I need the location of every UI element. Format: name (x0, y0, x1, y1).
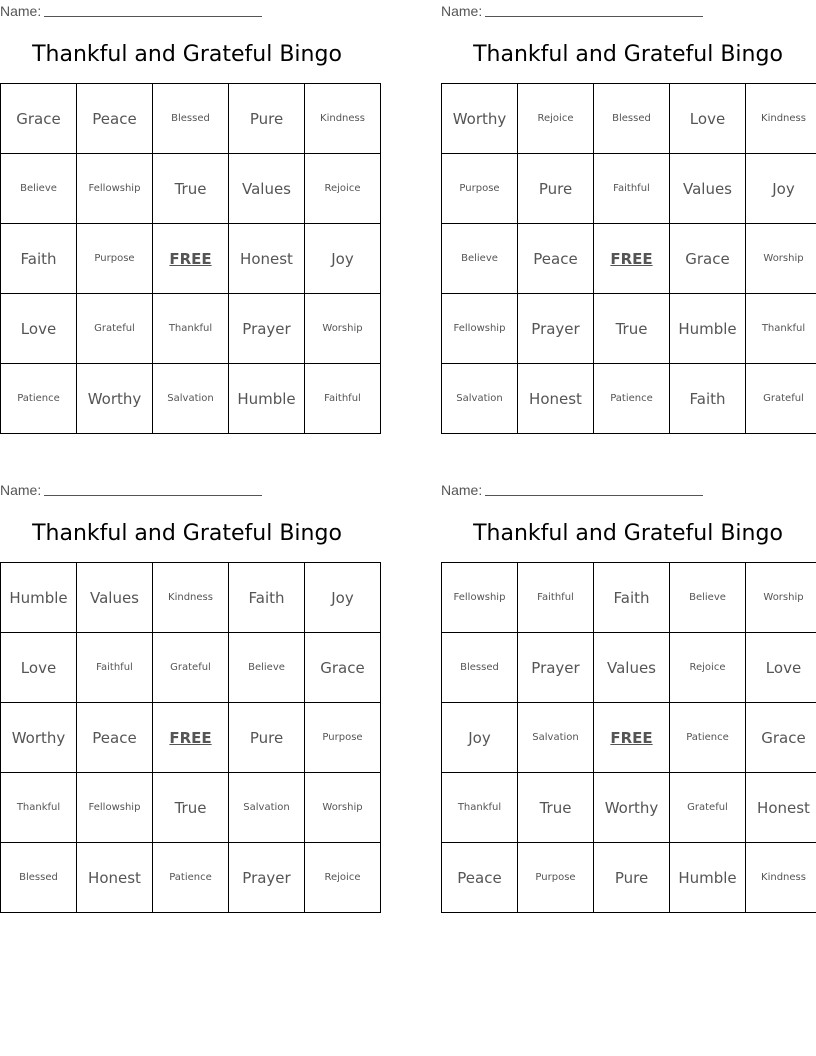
bingo-cell[interactable]: True (153, 773, 229, 843)
bingo-row (442, 84, 816, 154)
bingo-cell[interactable]: Grateful (77, 294, 153, 364)
bingo-cell[interactable]: Kindness (746, 843, 816, 913)
name-line (0, 482, 262, 498)
bingo-cell[interactable]: Prayer (229, 294, 305, 364)
bingo-cell[interactable]: Faith (670, 364, 746, 434)
bingo-cell[interactable]: Humble (1, 563, 77, 633)
bingo-cell[interactable]: Joy (305, 224, 381, 294)
name-line (441, 3, 703, 19)
bingo-cell[interactable]: Honest (77, 843, 153, 913)
bingo-cell[interactable]: Values (594, 633, 670, 703)
bingo-cell[interactable]: Kindness (153, 563, 229, 633)
bingo-cell[interactable]: Fellowship (77, 773, 153, 843)
bingo-cell[interactable]: Salvation (518, 703, 594, 773)
free-space[interactable]: FREE (594, 224, 670, 294)
bingo-cell[interactable]: Honest (746, 773, 816, 843)
bingo-grid (441, 83, 816, 434)
bingo-cell[interactable]: Salvation (442, 364, 518, 434)
bingo-cell[interactable]: Grateful (670, 773, 746, 843)
bingo-row (1, 563, 381, 633)
bingo-row (1, 633, 381, 703)
bingo-cell[interactable]: Believe (670, 563, 746, 633)
bingo-cell[interactable]: Blessed (442, 633, 518, 703)
bingo-cell[interactable]: Joy (442, 703, 518, 773)
card-title: Thankful and Grateful Bingo (473, 42, 783, 67)
bingo-row (1, 84, 381, 154)
name-blank[interactable] (44, 482, 262, 496)
bingo-cell[interactable]: Patience (153, 843, 229, 913)
bingo-cell[interactable]: Purpose (442, 154, 518, 224)
bingo-cell[interactable]: Thankful (746, 294, 816, 364)
bingo-cell[interactable]: Worthy (594, 773, 670, 843)
bingo-row (442, 843, 816, 913)
bingo-cell[interactable]: Pure (229, 84, 305, 154)
bingo-cell[interactable]: Love (1, 633, 77, 703)
bingo-row (1, 364, 381, 434)
bingo-row (1, 773, 381, 843)
bingo-cell[interactable]: Patience (670, 703, 746, 773)
bingo-row (442, 364, 816, 434)
bingo-cell[interactable]: Kindness (305, 84, 381, 154)
bingo-cell[interactable]: Fellowship (442, 563, 518, 633)
bingo-cell[interactable]: Love (1, 294, 77, 364)
bingo-cell[interactable]: Faithful (305, 364, 381, 434)
bingo-cell[interactable]: Salvation (153, 364, 229, 434)
bingo-cell[interactable]: Faithful (77, 633, 153, 703)
bingo-cell[interactable]: Faith (229, 563, 305, 633)
bingo-cell[interactable]: Grace (1, 84, 77, 154)
bingo-cell[interactable]: Grateful (153, 633, 229, 703)
bingo-cell[interactable]: Purpose (305, 703, 381, 773)
bingo-cell[interactable]: Worship (746, 224, 816, 294)
bingo-cell[interactable]: Worthy (77, 364, 153, 434)
name-blank[interactable] (485, 482, 703, 496)
bingo-cell[interactable]: Believe (1, 154, 77, 224)
bingo-cell[interactable]: Pure (518, 154, 594, 224)
bingo-cell[interactable]: Believe (442, 224, 518, 294)
bingo-row (442, 224, 816, 294)
bingo-cell[interactable]: Humble (229, 364, 305, 434)
bingo-cell[interactable]: Worship (746, 563, 816, 633)
bingo-cell[interactable]: Believe (229, 633, 305, 703)
bingo-row (1, 294, 381, 364)
card-title: Thankful and Grateful Bingo (32, 42, 342, 67)
bingo-cell[interactable]: Prayer (518, 294, 594, 364)
bingo-cell[interactable]: Joy (305, 563, 381, 633)
bingo-cell[interactable]: Pure (594, 843, 670, 913)
name-label: Name: (441, 3, 483, 19)
name-label: Name: (441, 482, 483, 498)
bingo-cell[interactable]: Blessed (594, 84, 670, 154)
bingo-row (442, 703, 816, 773)
bingo-cell[interactable]: Grace (305, 633, 381, 703)
bingo-cell[interactable]: Pure (229, 703, 305, 773)
bingo-cell[interactable]: Joy (746, 154, 816, 224)
bingo-cell[interactable]: Humble (670, 294, 746, 364)
bingo-cell[interactable]: Blessed (1, 843, 77, 913)
bingo-cell[interactable]: Thankful (153, 294, 229, 364)
bingo-cell[interactable]: Patience (594, 364, 670, 434)
name-blank[interactable] (44, 3, 262, 17)
bingo-cell[interactable]: Kindness (746, 84, 816, 154)
bingo-cell[interactable]: Prayer (229, 843, 305, 913)
card-title: Thankful and Grateful Bingo (32, 521, 342, 546)
bingo-cell[interactable]: Peace (518, 224, 594, 294)
name-blank[interactable] (485, 3, 703, 17)
bingo-cell[interactable]: Worthy (1, 703, 77, 773)
bingo-cell[interactable]: Grace (670, 224, 746, 294)
bingo-grid (441, 562, 816, 913)
bingo-cell[interactable]: Worthy (442, 84, 518, 154)
bingo-cell[interactable]: Patience (1, 364, 77, 434)
bingo-cell[interactable]: Humble (670, 843, 746, 913)
card-title: Thankful and Grateful Bingo (473, 521, 783, 546)
bingo-cell[interactable]: Worship (305, 294, 381, 364)
bingo-cell[interactable]: True (594, 294, 670, 364)
bingo-grid (0, 562, 381, 913)
bingo-cell[interactable]: Values (229, 154, 305, 224)
free-space[interactable]: FREE (594, 703, 670, 773)
bingo-cell[interactable]: Grace (746, 703, 816, 773)
bingo-cell[interactable]: Rejoice (518, 84, 594, 154)
bingo-cell[interactable]: Rejoice (305, 154, 381, 224)
bingo-cell[interactable]: Honest (229, 224, 305, 294)
name-line (441, 482, 703, 498)
bingo-cell[interactable]: Grateful (746, 364, 816, 434)
bingo-cell[interactable]: Thankful (1, 773, 77, 843)
bingo-row (442, 294, 816, 364)
bingo-cell[interactable]: Purpose (77, 224, 153, 294)
name-label: Name: (0, 482, 42, 498)
name-label: Name: (0, 3, 42, 19)
bingo-row (1, 154, 381, 224)
bingo-cell[interactable]: Values (77, 563, 153, 633)
bingo-cell[interactable]: Values (670, 154, 746, 224)
bingo-row (1, 224, 381, 294)
bingo-cell[interactable]: Rejoice (670, 633, 746, 703)
bingo-row (442, 154, 816, 224)
bingo-cell[interactable]: Salvation (229, 773, 305, 843)
bingo-row (442, 773, 816, 843)
bingo-cell[interactable]: Love (670, 84, 746, 154)
bingo-cell[interactable]: Fellowship (442, 294, 518, 364)
bingo-cell[interactable]: Purpose (518, 843, 594, 913)
bingo-cell[interactable]: Peace (77, 84, 153, 154)
bingo-row (1, 843, 381, 913)
bingo-cell[interactable]: True (518, 773, 594, 843)
bingo-cell[interactable]: Blessed (153, 84, 229, 154)
free-space[interactable]: FREE (153, 224, 229, 294)
bingo-cell[interactable]: Prayer (518, 633, 594, 703)
bingo-cell[interactable]: Peace (77, 703, 153, 773)
bingo-row (1, 703, 381, 773)
bingo-cell[interactable]: Faithful (594, 154, 670, 224)
free-space[interactable]: FREE (153, 703, 229, 773)
bingo-cell[interactable]: Fellowship (77, 154, 153, 224)
bingo-cell[interactable]: Thankful (442, 773, 518, 843)
bingo-row (442, 563, 816, 633)
bingo-cell[interactable]: Love (746, 633, 816, 703)
bingo-grid (0, 83, 381, 434)
bingo-cell[interactable]: Rejoice (305, 843, 381, 913)
bingo-cell[interactable]: Worship (305, 773, 381, 843)
bingo-cell[interactable]: Faithful (518, 563, 594, 633)
bingo-row (442, 633, 816, 703)
name-line (0, 3, 262, 19)
bingo-cell[interactable]: True (153, 154, 229, 224)
bingo-cell[interactable]: Faith (1, 224, 77, 294)
bingo-cell[interactable]: Honest (518, 364, 594, 434)
bingo-cell[interactable]: Peace (442, 843, 518, 913)
bingo-cell[interactable]: Faith (594, 563, 670, 633)
